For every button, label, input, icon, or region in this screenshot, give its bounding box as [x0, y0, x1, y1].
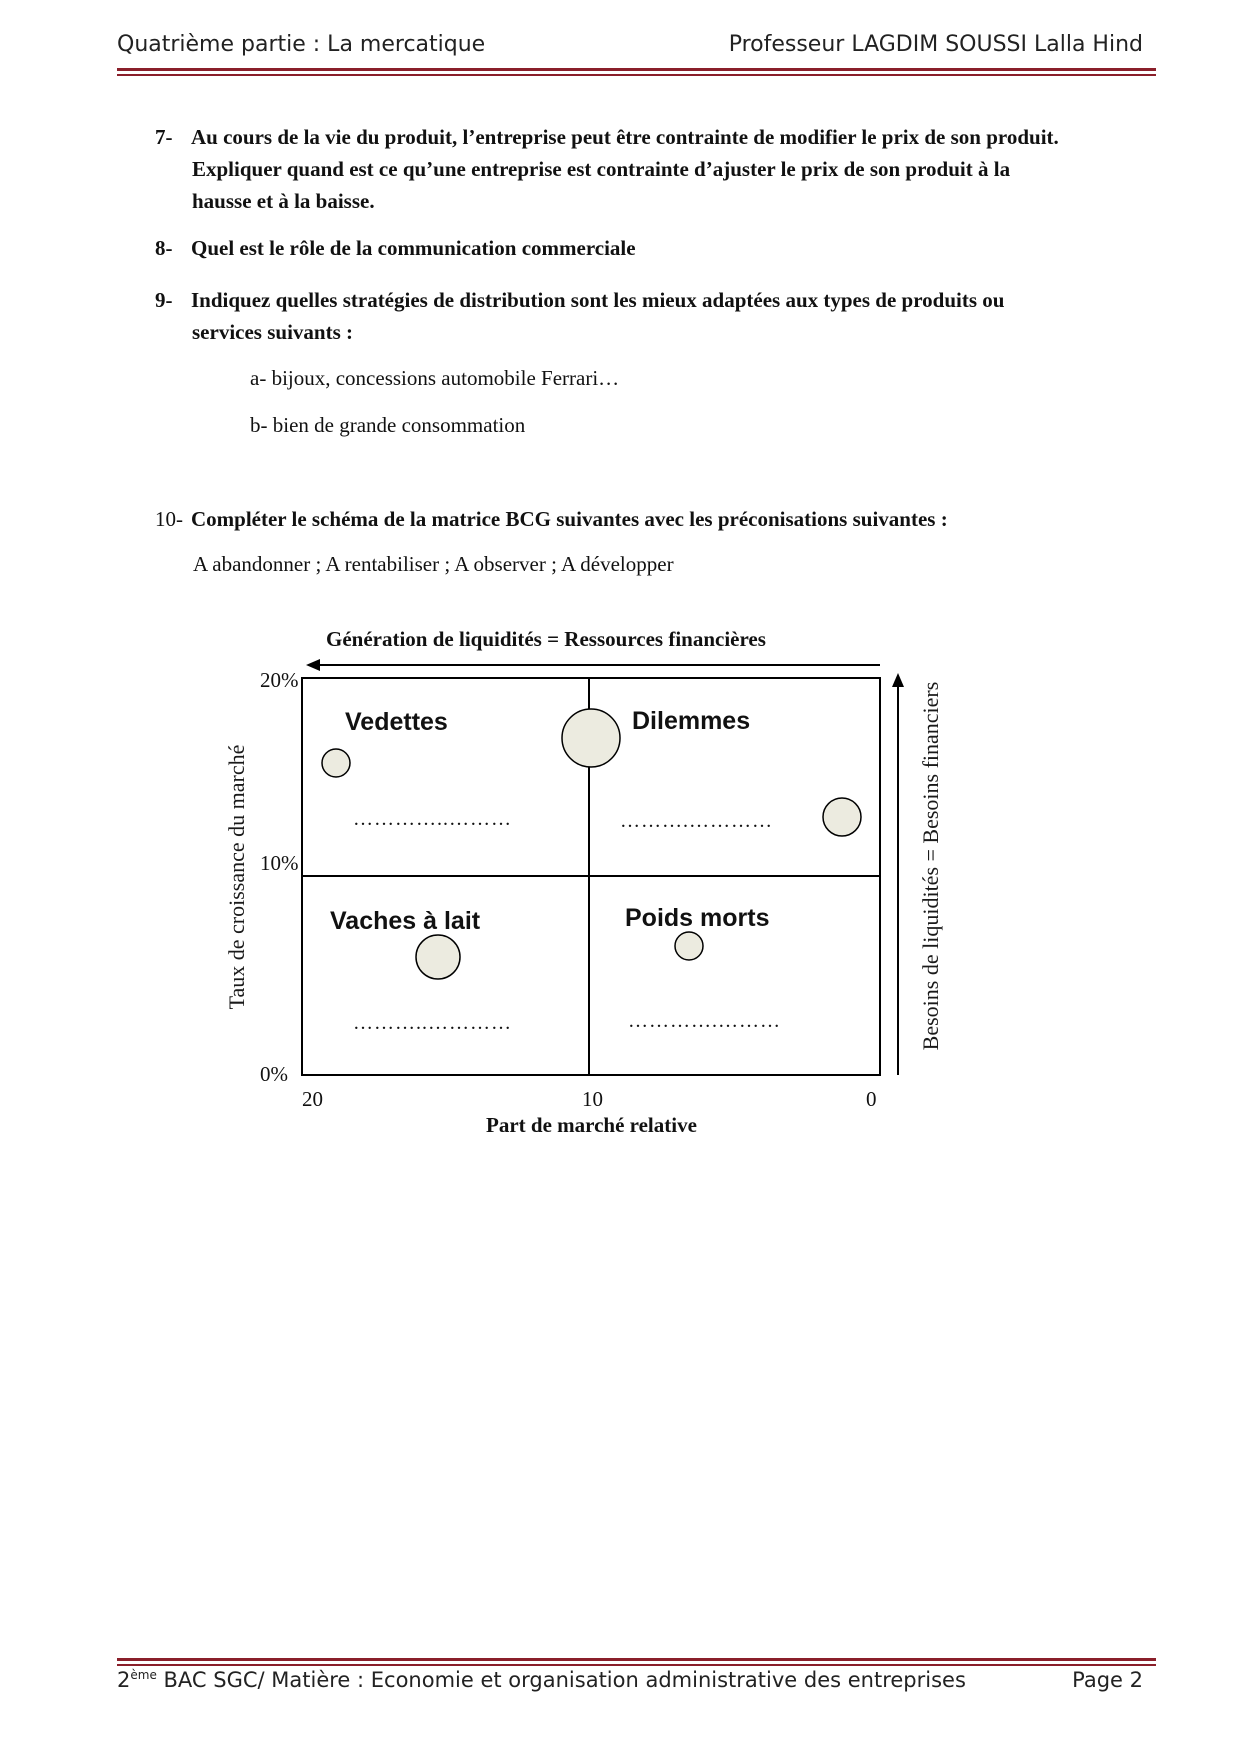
bcg-left-label: Taux de croissance du marché: [224, 744, 249, 1010]
footer-rule: [117, 1658, 1156, 1661]
bcg-top-label: Génération de liquidités = Ressources financières: [326, 627, 766, 651]
question-10-text: Compléter le schéma de la matrice BCG suivantes avec les préconisations suivantes :: [191, 507, 948, 531]
question-9-line-2: services suivants :: [192, 320, 353, 344]
question-9-item-b: b- bien de grande consommation: [250, 413, 526, 437]
y-tick-10: 10%: [260, 851, 299, 875]
x-tick-10: 10: [582, 1087, 603, 1111]
footer-level-sup: ème: [130, 1668, 157, 1682]
top-arrow-head: [306, 659, 320, 671]
bubble-vaches: [416, 935, 460, 979]
footer-text: BAC SGC/ Matière : Economie et organisation administrative des entreprises: [156, 1668, 966, 1692]
footer-rule-thin: [117, 1664, 1156, 1666]
bubble-center-large: [562, 709, 620, 767]
bubble-dilemmes: [823, 798, 861, 836]
blank-dilemmes: ……….…………: [620, 810, 773, 832]
y-tick-20: 20%: [260, 668, 299, 692]
blank-vaches-a-lait: ………..…………: [353, 1012, 512, 1034]
quadrant-vaches-a-lait: Vaches à lait: [330, 907, 481, 935]
question-10-number: 10-: [155, 507, 183, 531]
question-9-item-a: a- bijoux, concessions automobile Ferrari…: [250, 366, 620, 390]
footer-left: [117, 1668, 966, 1692]
bubble-poids-morts: [675, 932, 703, 960]
blank-vedettes: …………..………: [353, 808, 512, 830]
bcg-bottom-label: Part de marché relative: [486, 1113, 697, 1137]
question-7-number: 7-: [155, 125, 173, 149]
x-tick-0: 0: [866, 1087, 877, 1111]
quadrant-poids-morts: Poids morts: [625, 904, 770, 932]
bcg-right-label: Besoins de liquidités = Besoins financiers: [918, 681, 943, 1051]
y-tick-0: 0%: [260, 1062, 288, 1086]
question-9-line-1: Indiquez quelles stratégies de distribution sont les mieux adaptées aux types de produits ou: [191, 288, 1005, 312]
footer-page: Page 2: [1072, 1668, 1143, 1692]
question-8-number: 8-: [155, 236, 173, 260]
question-9-number: 9-: [155, 288, 173, 312]
question-10-options: A abandonner ; A rentabiliser ; A observer ; A développer: [193, 552, 674, 576]
bubble-vedettes: [322, 749, 350, 777]
blank-poids-morts: ………….………: [628, 1010, 781, 1032]
x-tick-20: 20: [302, 1087, 323, 1111]
right-arrow-head: [892, 673, 904, 687]
quadrant-vedettes: Vedettes: [345, 708, 448, 736]
header-left: Quatrième partie : La mercatique: [117, 32, 486, 57]
question-7-line-1: Au cours de la vie du produit, l’entreprise peut être contrainte de modifier le prix de son produit.: [191, 125, 1059, 149]
question-8-text: Quel est le rôle de la communication commerciale: [191, 236, 636, 260]
question-7-line-3: hausse et à la baisse.: [192, 189, 375, 213]
footer-level: 2: [117, 1668, 131, 1692]
question-7-line-2: Expliquer quand est ce qu’une entreprise est contrainte d’ajuster le prix de son produit à la: [192, 157, 1011, 181]
header-right: Professeur LAGDIM SOUSSI Lalla Hind: [728, 32, 1143, 57]
quadrant-dilemmes: Dilemmes: [632, 707, 751, 735]
